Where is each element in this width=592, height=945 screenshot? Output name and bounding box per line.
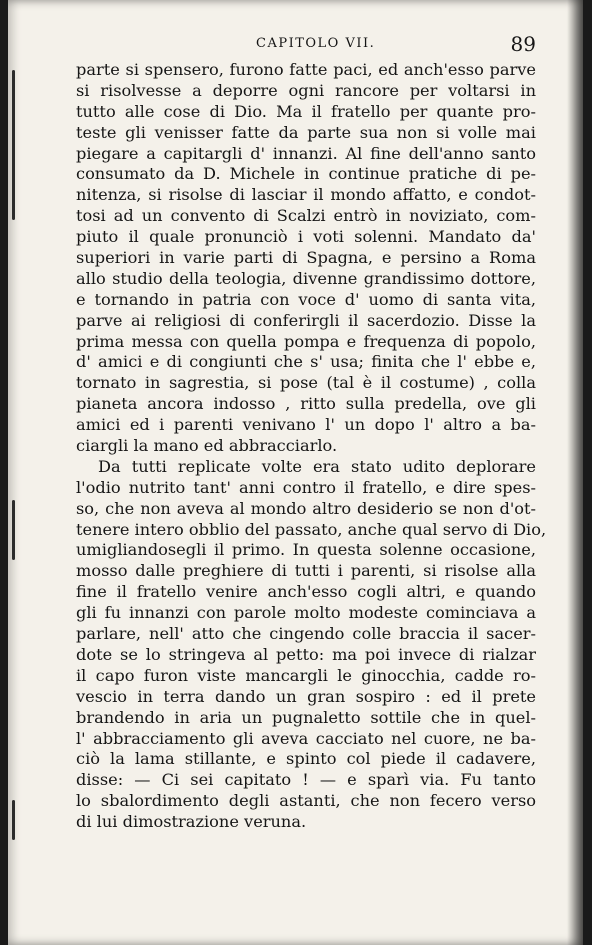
text-line: si risolvesse a deporre ogni rancore per voltarsi in: [76, 80, 536, 100]
text-line: disse: — Ci sei capitato ! — e sparì via. Fu tanto: [76, 770, 536, 790]
text-line: e tornando in patria con voce d' uomo di santa vita,: [76, 289, 536, 309]
text-line: l' abbracciamento gli aveva cacciato nel cuore, ne ba-: [76, 728, 536, 748]
page-number: 89: [510, 32, 536, 56]
text-line: vescio in terra dando un gran sospiro : ed il prete: [76, 686, 536, 706]
text-line: tenere intero obblio del passato, anche qual servo di Dio,: [76, 519, 547, 539]
text-line: pianeta ancora indosso , ritto sulla predella, ove gli: [76, 394, 536, 414]
text-line: prima messa con quella pompa e frequenza di popolo,: [76, 331, 536, 351]
text-line: parte si spensero, furono fatte paci, ed anch'esso parve: [76, 60, 536, 79]
text-line: il capo furon viste mancargli le ginocchia, cadde ro-: [76, 665, 536, 685]
text-line: tutto alle cose di Dio. Ma il fratello per quante pro-: [76, 101, 536, 121]
text-line: Da tutti replicate volte era stato udito deplorare: [98, 456, 536, 476]
text-line: so, che non aveva al mondo altro desiderio se non d'ot-: [76, 498, 536, 518]
text-line: nitenza, si risolse di lasciar il mondo affatto, e condot-: [76, 185, 536, 205]
margin-ink-mark: [12, 70, 15, 220]
text-line: consumato da D. Michele in continue pratiche di pe-: [76, 164, 536, 184]
running-head: CAPITOLO VII.: [256, 36, 376, 51]
text-line: ciargli la mano ed abbracciarlo.: [76, 436, 338, 456]
body-text: [76, 60, 547, 833]
text-line: fine il fratello venire anch'esso cogli altri, e quando: [76, 582, 536, 602]
text-line: tornato in sagrestia, si pose (tal è il costume) , colla: [76, 373, 536, 393]
page-header: [76, 32, 536, 56]
margin-ink-mark: [12, 500, 15, 560]
text-line: piegare a capitargli d' innanzi. Al fine dell'anno santo: [76, 143, 536, 163]
text-line: superiori in varie parti di Spagna, e persino a Roma: [76, 248, 536, 268]
text-line: parlare, nell' atto che cingendo colle braccia il sacer-: [76, 624, 536, 644]
text-line: gli fu innanzi con parole molto modeste cominciava a: [76, 603, 536, 623]
text-line: amici ed i parenti venivano l' un dopo l' altro a ba-: [76, 415, 536, 435]
text-line: ciò la lama stillante, e spinto col piede il cadavere,: [76, 749, 536, 769]
text-line: lo sbalordimento degli astanti, che non fecero verso: [76, 791, 536, 811]
text-line: allo studio della teologia, divenne grandissimo dottore,: [76, 268, 536, 288]
text-line: dote se lo stringeva al petto: ma poi invece di rialzar: [76, 644, 536, 664]
margin-ink-mark: [12, 800, 15, 840]
text-line: di lui dimostrazione veruna.: [76, 812, 307, 832]
text-line: mosso dalle preghiere di tutti i parenti, si risolse alla: [76, 561, 536, 581]
page-gutter-shadow: [567, 0, 583, 945]
text-line: piuto il quale pronunciò i voti solenni. Mandato da': [76, 227, 536, 247]
text-line: d' amici e di congiunti che s' usa; finita che l' ebbe e,: [76, 352, 536, 372]
text-line: tosi ad un convento di Scalzi entrò in noviziato, com-: [76, 206, 536, 226]
text-line: brandendo in aria un pugnaletto sottile che in quel-: [76, 707, 536, 727]
text-line: umigliandosegli il primo. In questa solenne occasione,: [76, 540, 536, 560]
text-line: teste gli venisser fatte da parte sua non si volle mai: [76, 122, 536, 142]
text-line: l'odio nutrito tant' anni contro il fratello, e dire spes-: [76, 477, 536, 497]
text-line: parve ai religiosi di conferirgli il sacerdozio. Disse la: [76, 310, 536, 330]
book-page: [8, 0, 583, 945]
